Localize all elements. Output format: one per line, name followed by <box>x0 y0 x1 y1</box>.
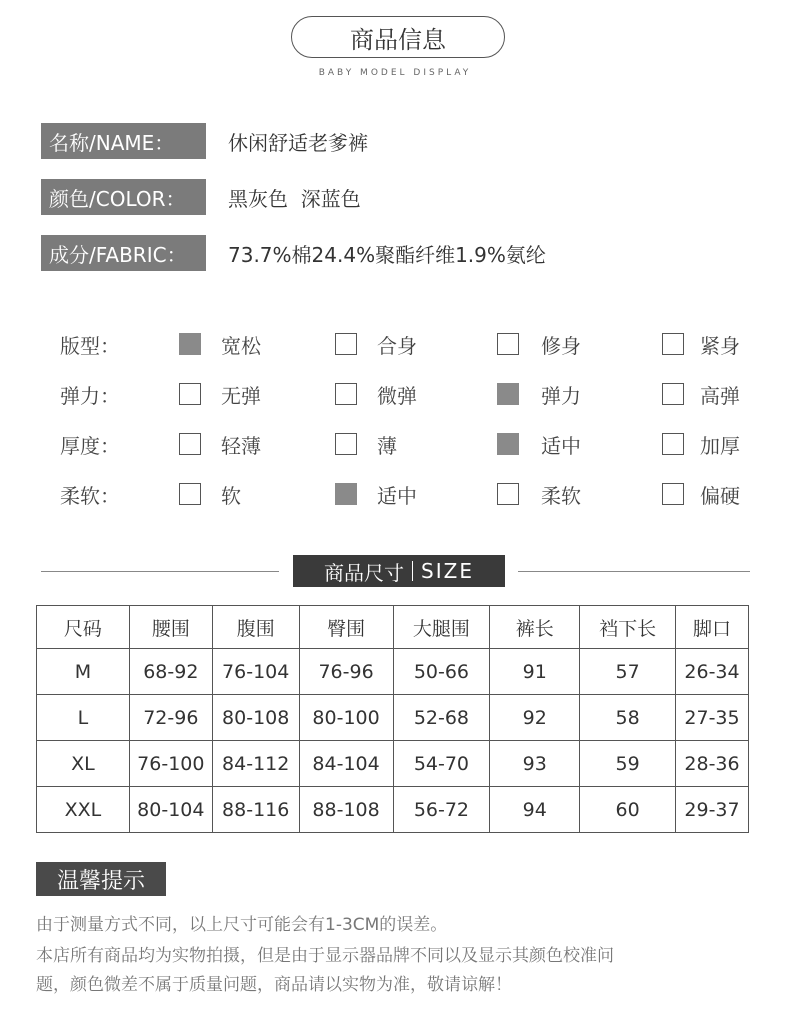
checkbox-unchecked <box>335 333 357 355</box>
checkbox-unchecked <box>179 483 201 505</box>
checkbox-unchecked <box>662 383 684 405</box>
table-cell: 84-112 <box>212 741 299 787</box>
table-cell: 29-37 <box>676 787 749 833</box>
size-table <box>36 605 749 833</box>
table-header-cell: 腰围 <box>129 606 212 649</box>
table-cell: 57 <box>580 649 676 695</box>
table-cell: 84-104 <box>299 741 393 787</box>
checkbox-unchecked <box>179 433 201 455</box>
table-header-cell: 臀围 <box>299 606 393 649</box>
table-cell: 88-108 <box>299 787 393 833</box>
attribute-option-label: 紧身 <box>700 333 740 358</box>
checkbox-unchecked <box>497 333 519 355</box>
section-title-pill <box>291 16 505 58</box>
attribute-option-label: 适中 <box>541 433 581 458</box>
tip-line-1: 由于测量方式不同，以上尺寸可能会有1-3CM的误差。 <box>36 915 448 935</box>
checkbox-unchecked <box>335 383 357 405</box>
table-cell: XXL <box>37 787 130 833</box>
divider-right <box>518 571 750 572</box>
attribute-option-label: 宽松 <box>221 333 261 358</box>
table-cell: 68-92 <box>129 649 212 695</box>
table-cell: L <box>37 695 130 741</box>
table-cell: XL <box>37 741 130 787</box>
attribute-option-label: 弹力 <box>541 383 581 408</box>
table-cell: 80-108 <box>212 695 299 741</box>
table-header-cell: 腹围 <box>212 606 299 649</box>
attribute-label: 弹力： <box>60 383 120 408</box>
tips-title: 温馨提示 <box>36 862 166 896</box>
attribute-option-label: 微弹 <box>377 383 417 408</box>
checkbox-unchecked <box>662 433 684 455</box>
attribute-option-label: 加厚 <box>700 433 740 458</box>
attribute-option-label: 适中 <box>377 483 417 508</box>
tip-line-3: 题，颜色微差不属于质量问题，商品请以实物为准，敬请谅解！ <box>36 975 512 995</box>
attribute-option-label: 薄 <box>377 433 397 458</box>
table-cell: 56-72 <box>393 787 490 833</box>
banner-separator <box>412 561 413 581</box>
table-cell: 54-70 <box>393 741 490 787</box>
checkbox-checked <box>497 433 519 455</box>
color-label: 颜色/COLOR： <box>41 179 206 215</box>
color-value: 黑灰色 深蓝色 <box>228 186 361 211</box>
attribute-option-label: 柔软 <box>541 483 581 508</box>
checkbox-checked <box>335 483 357 505</box>
table-row <box>37 787 749 833</box>
table-row <box>37 695 749 741</box>
table-cell: 80-104 <box>129 787 212 833</box>
checkbox-unchecked <box>335 433 357 455</box>
table-cell: 76-96 <box>299 649 393 695</box>
checkbox-checked <box>179 333 201 355</box>
table-cell: 76-100 <box>129 741 212 787</box>
table-header-cell: 裆下长 <box>580 606 676 649</box>
attribute-option-label: 软 <box>221 483 241 508</box>
table-cell: 72-96 <box>129 695 212 741</box>
attribute-option-label: 合身 <box>377 333 417 358</box>
checkbox-unchecked <box>179 383 201 405</box>
divider-left <box>41 571 279 572</box>
checkbox-unchecked <box>662 483 684 505</box>
table-cell: 91 <box>490 649 580 695</box>
name-label: 名称/NAME： <box>41 123 206 159</box>
checkbox-unchecked <box>497 483 519 505</box>
table-header-row <box>37 606 749 649</box>
table-cell: 80-100 <box>299 695 393 741</box>
table-cell: 50-66 <box>393 649 490 695</box>
table-cell: 52-68 <box>393 695 490 741</box>
table-header-cell: 裤长 <box>490 606 580 649</box>
section-subtitle: BABY MODEL DISPLAY <box>318 68 472 78</box>
table-cell: 28-36 <box>676 741 749 787</box>
table-cell: 93 <box>490 741 580 787</box>
attribute-label: 厚度： <box>60 433 120 458</box>
fabric-value: 73.7%棉24.4%聚酯纤维1.9%氨纶 <box>228 242 546 267</box>
table-row <box>37 649 749 695</box>
table-cell: 88-116 <box>212 787 299 833</box>
table-row <box>37 741 749 787</box>
table-cell: 94 <box>490 787 580 833</box>
fabric-label: 成分/FABRIC： <box>41 235 206 271</box>
checkbox-checked <box>497 383 519 405</box>
table-header-cell: 大腿围 <box>393 606 490 649</box>
attribute-label: 柔软： <box>60 483 120 508</box>
table-header-cell: 脚口 <box>676 606 749 649</box>
attribute-option-label: 轻薄 <box>221 433 261 458</box>
table-cell: 58 <box>580 695 676 741</box>
table-header-cell: 尺码 <box>37 606 130 649</box>
attribute-label: 版型： <box>60 333 120 358</box>
table-cell: 27-35 <box>676 695 749 741</box>
checkbox-unchecked <box>662 333 684 355</box>
attribute-option-label: 偏硬 <box>700 483 740 508</box>
table-cell: 60 <box>580 787 676 833</box>
table-cell: 59 <box>580 741 676 787</box>
size-banner <box>293 555 505 587</box>
attribute-option-label: 高弹 <box>700 383 740 408</box>
table-cell: 26-34 <box>676 649 749 695</box>
section-title: 商品信息 <box>350 25 446 54</box>
table-cell: 92 <box>490 695 580 741</box>
size-title-en: SIZE <box>421 559 474 583</box>
table-cell: M <box>37 649 130 695</box>
attribute-option-label: 修身 <box>541 333 581 358</box>
tip-line-2: 本店所有商品均为实物拍摄，但是由于显示器品牌不同以及显示其颜色校准问 <box>36 946 614 966</box>
attribute-option-label: 无弹 <box>221 383 261 408</box>
table-cell: 76-104 <box>212 649 299 695</box>
size-title-cn: 商品尺寸 <box>324 560 405 585</box>
name-value: 休闲舒适老爹裤 <box>228 130 368 155</box>
